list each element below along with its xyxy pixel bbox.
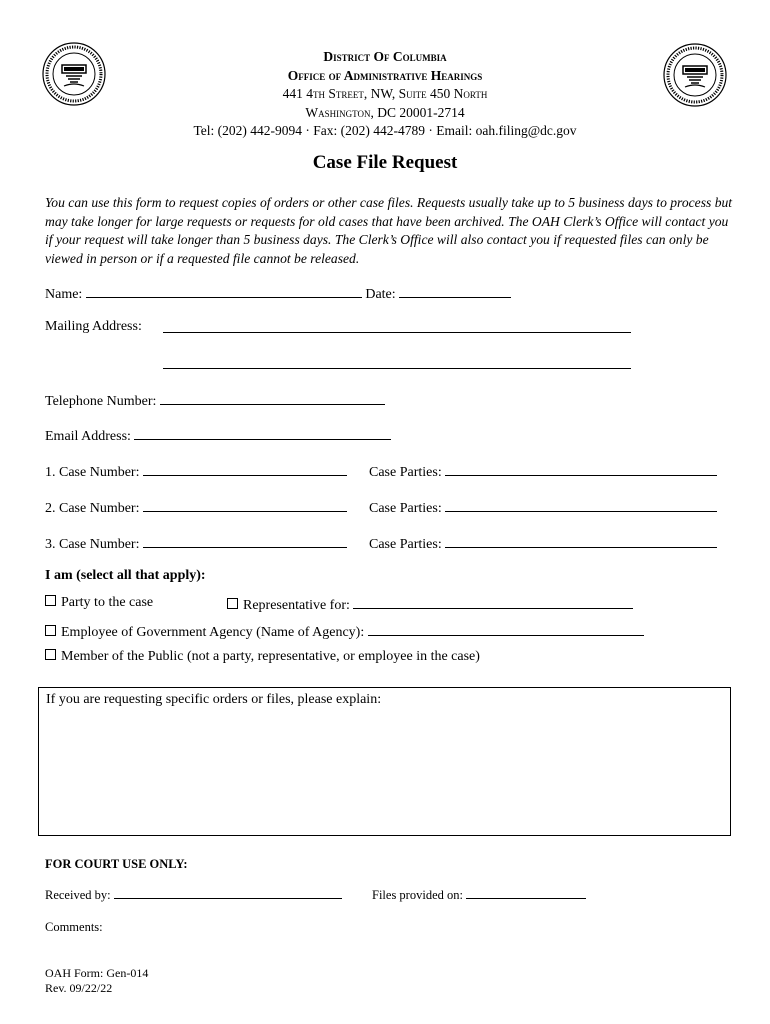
received-by-line[interactable] [114, 887, 342, 899]
case-parties-3-line[interactable] [445, 533, 717, 548]
comments-label: Comments: [45, 920, 103, 934]
contact-line: Tel: (202) 442-9094 · Fax: (202) 442-4789 · Email: oah.filing@dc.gov [193, 123, 577, 138]
case-number-label: 3. Case Number: [45, 537, 140, 552]
case-row-3 [45, 533, 347, 554]
representative-option-label: Representative for: [243, 598, 350, 613]
checkbox-icon[interactable] [45, 625, 56, 636]
form-title: Case File Request [312, 152, 458, 173]
form-footer [45, 966, 148, 996]
case-parties-2-line[interactable] [445, 497, 717, 512]
email-input-line[interactable] [134, 425, 391, 440]
case-parties-1 [369, 461, 717, 482]
case-number-label: 2. Case Number: [45, 501, 140, 516]
agency-input-line[interactable] [368, 621, 644, 636]
address-line-1: 441 4th Street, NW, Suite 450 North [282, 86, 488, 101]
court-use-heading: FOR COURT USE ONLY: [45, 857, 188, 871]
received-by-label: Received by: [45, 888, 111, 902]
case-number-2-line[interactable] [143, 497, 347, 512]
member-option-label: Member of the Public (not a party, representative, or employee in the case) [61, 649, 480, 664]
party-option[interactable] [45, 594, 153, 612]
case-parties-label: Case Parties: [369, 501, 442, 516]
org-name: District Of Columbia [323, 49, 447, 64]
name-field [45, 283, 511, 304]
case-parties-1-line[interactable] [445, 461, 717, 476]
office-name: Office of Administrative Hearings [287, 67, 483, 83]
address-line-2: Washington, DC 20001-2714 [305, 104, 465, 120]
checkbox-icon[interactable] [45, 595, 56, 606]
employee-option[interactable] [45, 621, 644, 642]
representative-option[interactable] [227, 594, 633, 615]
mailing-line-wrap [163, 318, 631, 339]
revision-date: Rev. 09/22/22 [45, 981, 113, 995]
mailing-line-wrap-2 [163, 354, 631, 375]
date-label: Date: [365, 287, 396, 302]
files-provided-line[interactable] [466, 887, 586, 899]
email-field [45, 425, 391, 446]
explain-label: If you are requesting specific orders or files, please explain: [46, 692, 382, 707]
case-row-1 [45, 461, 347, 482]
party-option-label: Party to the case [61, 595, 154, 610]
employee-option-label: Employee of Government Agency (Name of Agency): [61, 625, 365, 640]
mailing-address-label: Mailing Address: [45, 319, 142, 334]
case-parties-3 [369, 533, 717, 554]
form-number: OAH Form: Gen-014 [45, 966, 149, 980]
telephone-input-line[interactable] [160, 390, 385, 405]
name-label: Name: [45, 287, 83, 302]
representative-input-line[interactable] [353, 594, 633, 609]
letterhead [0, 48, 770, 141]
case-parties-label: Case Parties: [369, 465, 442, 480]
files-provided-field [372, 887, 586, 903]
case-number-3-line[interactable] [143, 533, 347, 548]
name-input-line[interactable] [86, 283, 362, 298]
mailing-address-line-2[interactable] [163, 354, 631, 369]
email-label: Email Address: [45, 429, 131, 444]
date-input-line[interactable] [399, 283, 511, 298]
mailing-address-field [45, 318, 142, 336]
member-option[interactable] [45, 648, 480, 666]
telephone-field [45, 390, 385, 411]
explain-textarea[interactable] [38, 687, 731, 836]
case-number-1-line[interactable] [143, 461, 347, 476]
select-heading: I am (select all that apply): [45, 568, 206, 583]
case-row-2 [45, 497, 347, 518]
received-by-field [45, 887, 342, 903]
case-parties-label: Case Parties: [369, 537, 442, 552]
case-number-label: 1. Case Number: [45, 465, 140, 480]
mailing-address-line-1[interactable] [163, 318, 631, 333]
checkbox-icon[interactable] [45, 649, 56, 660]
intro-text: You can use this form to request copies of orders or other case files. Requests usually take up to 5 business days to process but may take longer for large requests or requests for old cases that have been archived. The OAH Clerk’s Office will contact you if your request will take longer than 5 business days. The Clerk’s Office will also contact you if requested files can only be viewed in person or if a requested file cannot be released. [45, 195, 733, 266]
telephone-label: Telephone Number: [45, 394, 157, 409]
files-provided-label: Files provided on: [372, 888, 463, 902]
case-parties-2 [369, 497, 717, 518]
checkbox-icon[interactable] [227, 598, 238, 609]
